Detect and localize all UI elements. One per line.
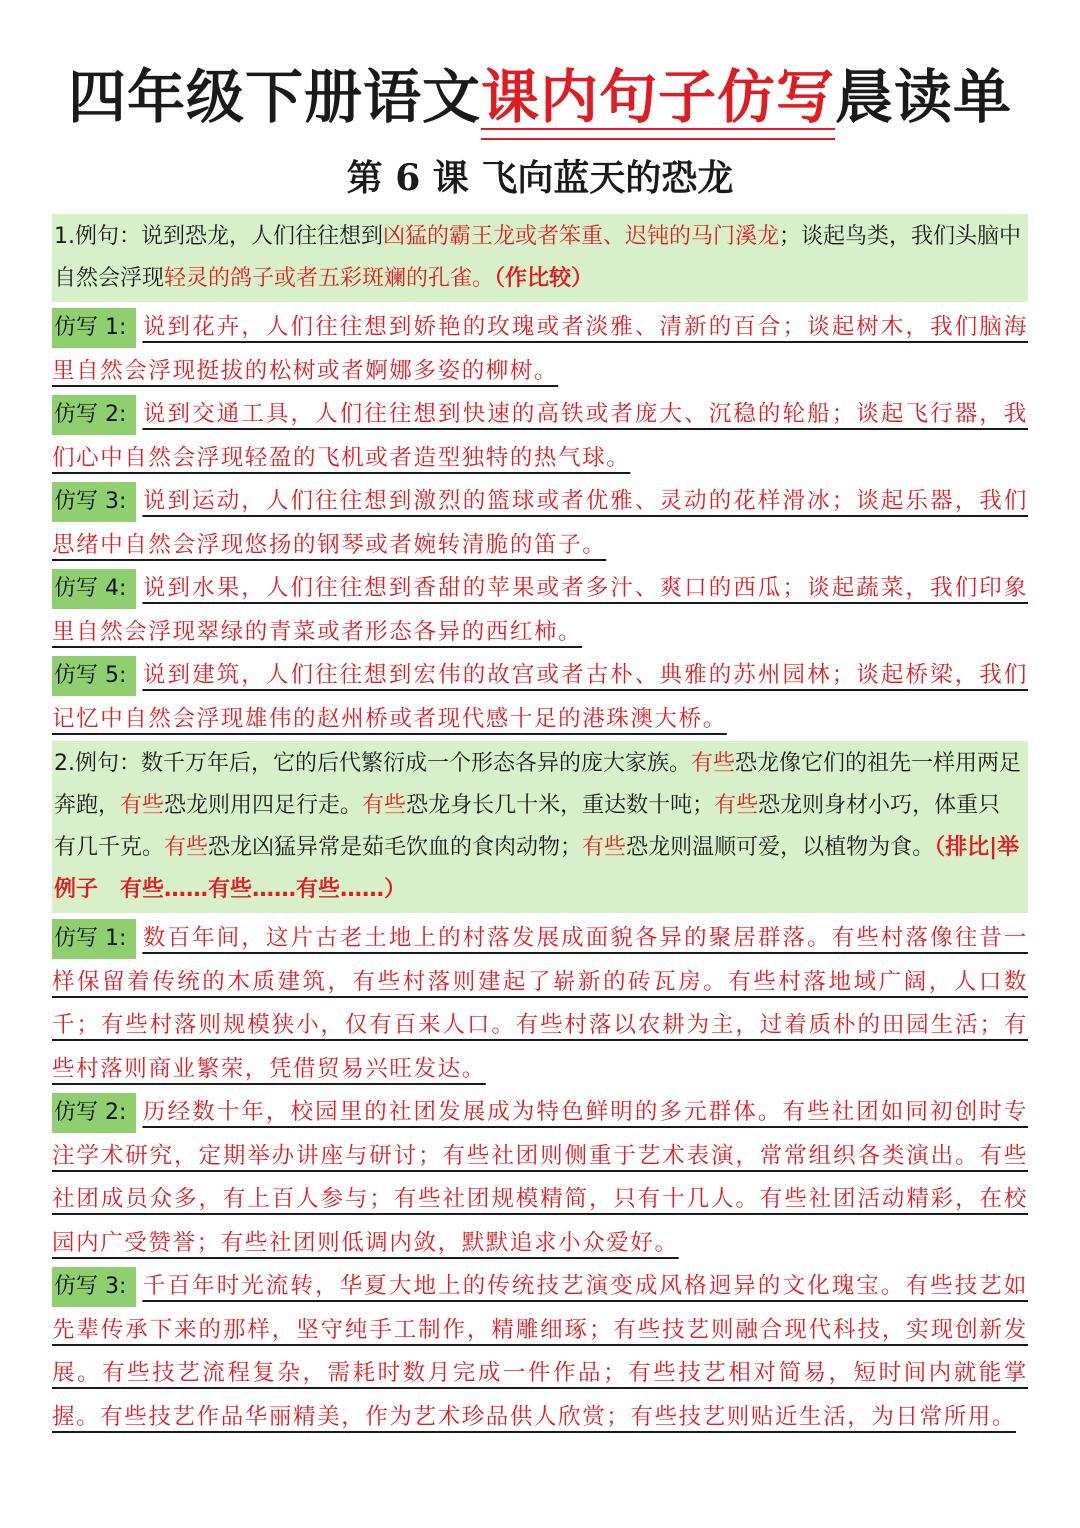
imitation-item <box>52 567 1028 654</box>
worksheet-content <box>52 214 1028 1439</box>
lesson-subtitle: 第 6 课 飞向蓝天的恐龙 <box>346 157 734 199</box>
imitation-label: 仿写 5: <box>52 656 136 696</box>
imitation-label: 仿写 3: <box>52 1267 136 1307</box>
imitation-item <box>52 917 1028 1091</box>
imitation-item <box>52 1091 1028 1265</box>
page-title: 四年级下册语文课内句子仿写晨读单 <box>0 58 1080 136</box>
imitation-label: 仿写 1: <box>52 308 136 348</box>
imitation-text: 千百年时光流转，华夏大地上的传统技艺演变成风格迥异的文化瑰宝。有些技艺如先辈传承下来的那样，坚守纯手工制作，精雕细琢；有些技艺则融合现代科技，实现创新发展。有些技艺流程复杂，需耗时数月完成一件作品；有些技艺相对简易，短时间内就能掌握。有些技艺作品华丽精美，作为艺术珍品供人欣赏；有些技艺则贴近生活，为日常所用。 <box>52 1273 1028 1430</box>
imitation-item <box>52 393 1028 480</box>
imitation-text: 说到水果，人们往往想到香甜的苹果或者多汁、爽口的西瓜；谈起蔬菜，我们印象里自然会浮现翠绿的青菜或者形态各异的西红柿。 <box>52 575 1028 645</box>
imitation-text: 说到花卉，人们往往想到娇艳的玫瑰或者淡雅、清新的百合；谈起树木，我们脑海里自然会浮现挺拔的松树或者婀娜多姿的柳树。 <box>52 314 1028 384</box>
imitation-item <box>52 480 1028 567</box>
imitation-item <box>52 654 1028 741</box>
example-sentence-2: 2.例句：数千万年后，它的后代繁衍成一个形态各异的庞大家族。有些恐龙像它们的祖先一样用两足奔跑，有些恐龙则用四足行走。有些恐龙身长几十米，重达数十吨；有些恐龙则身材小巧，体重只有几千克。有些恐龙凶猛异常是茹毛饮血的食肉动物；有些恐龙则温顺可爱，以植物为食。（排比|举例子 有些……有些……有些……） <box>52 741 1028 913</box>
imitation-item <box>52 306 1028 393</box>
title-highlight: 课内句子仿写 <box>481 58 835 136</box>
imitation-label: 仿写 3: <box>52 482 136 522</box>
imitation-text: 说到建筑，人们往往想到宏伟的故宫或者古朴、典雅的苏州园林；谈起桥梁，我们记忆中自然会浮现雄伟的赵州桥或者现代感十足的港珠澳大桥。 <box>52 662 1028 732</box>
imitation-label: 仿写 1: <box>52 919 136 959</box>
imitation-text: 历经数十年，校园里的社团发展成为特色鲜明的多元群体。有些社团如同初创时专注学术研究，定期举办讲座与研讨；有些社团则侧重于艺术表演，常常组织各类演出。有些社团成员众多，有上百人参与；有些社团规模精简，只有十几人。有些社团活动精彩，在校园内广受赞誉；有些社团则低调内敛，默默追求小众爱好。 <box>52 1099 1028 1256</box>
imitation-label: 仿写 2: <box>52 395 136 435</box>
imitation-label: 仿写 4: <box>52 569 136 609</box>
imitation-text: 说到运动，人们往往想到激烈的篮球或者优雅、灵动的花样滑冰；谈起乐器，我们思绪中自然会浮现悠扬的钢琴或者婉转清脆的笛子。 <box>52 488 1028 558</box>
imitation-item <box>52 1265 1028 1439</box>
example-sentence-1: 1.例句：说到恐龙，人们往往想到凶猛的霸王龙或者笨重、迟钝的马门溪龙；谈起鸟类，我们头脑中自然会浮现轻灵的鸽子或者五彩斑斓的孔雀。（作比较） <box>52 214 1028 302</box>
imitation-label: 仿写 2: <box>52 1093 136 1133</box>
imitation-text: 说到交通工具，人们往往想到快速的高铁或者庞大、沉稳的轮船；谈起飞行器，我们心中自然会浮现轻盈的飞机或者造型独特的热气球。 <box>52 401 1028 471</box>
imitation-text: 数百年间，这片古老土地上的村落发展成面貌各异的聚居群落。有些村落像往昔一样保留着传统的木质建筑，有些村落则建起了崭新的砖瓦房。有些村落地域广阔，人口数千；有些村落则规模狭小，仅有百来人口。有些村落以农耕为主，过着质朴的田园生活；有些村落则商业繁荣，凭借贸易兴旺发达。 <box>52 925 1028 1082</box>
